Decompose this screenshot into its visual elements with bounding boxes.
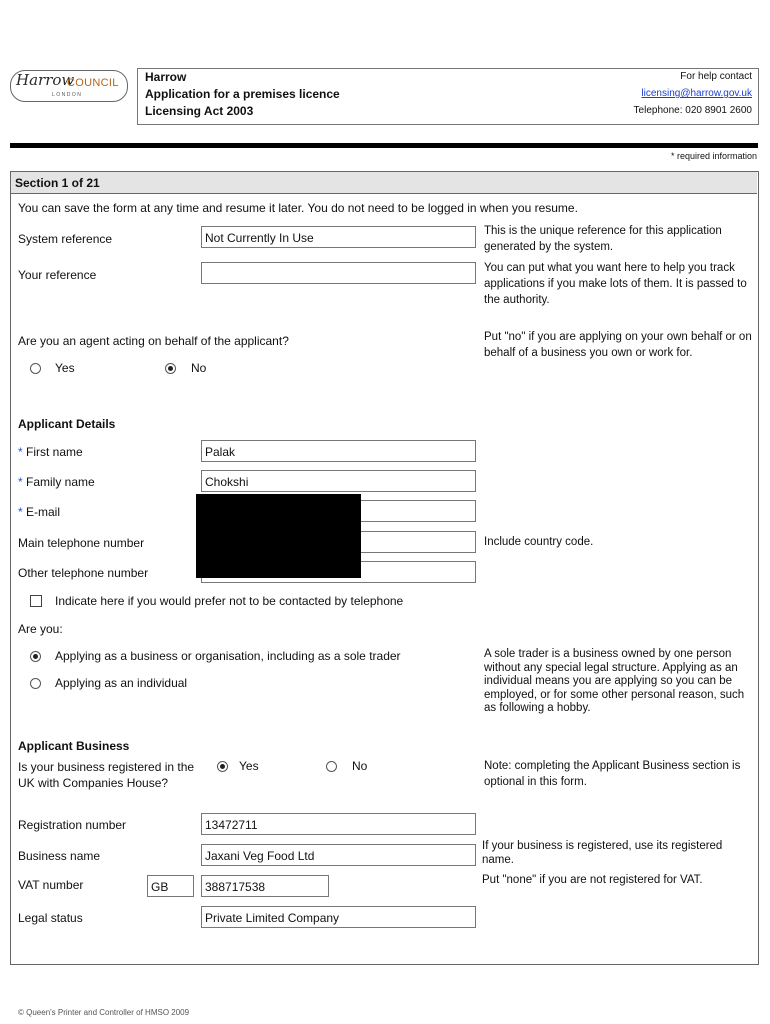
vat-number-label: VAT number bbox=[18, 878, 84, 892]
family-name-label: * Family name bbox=[18, 475, 95, 489]
first-name-field[interactable]: Palak bbox=[201, 440, 476, 462]
your-reference-field[interactable] bbox=[201, 262, 476, 284]
act-name: Licensing Act 2003 bbox=[145, 104, 254, 118]
vat-help: Put "none" if you are not registered for VAT. bbox=[482, 874, 703, 886]
agent-help: Put "no" if you are applying on your own behalf or on behalf of a business you own or work for. bbox=[484, 331, 752, 359]
companies-house-question: Is your business registered in the UK with Companies House? bbox=[18, 760, 195, 790]
individual-option-label: Applying as an individual bbox=[55, 676, 188, 690]
business-name-help: If your business is registered, use its registered name. bbox=[482, 840, 723, 866]
registered-no-label: No bbox=[352, 759, 368, 773]
required-asterisk: * bbox=[18, 505, 23, 519]
help-contact-label: For help contact bbox=[680, 71, 752, 82]
section-intro: You can save the form at any time and resume it later. You do not need to be logged in when you resume. bbox=[18, 201, 578, 215]
business-name-label: Business name bbox=[18, 849, 101, 863]
agent-question: Are you an agent acting on behalf of the applicant? bbox=[18, 334, 289, 348]
logo-script-text: Harrow bbox=[16, 71, 75, 89]
header-divider bbox=[10, 143, 758, 148]
required-asterisk: * bbox=[18, 475, 23, 489]
redaction-block bbox=[196, 494, 361, 578]
individual-option-radio[interactable] bbox=[30, 678, 41, 689]
no-phone-contact-checkbox[interactable] bbox=[30, 595, 42, 607]
your-reference-help: You can put what you want here to help you track applications if you make lots of them. It is passed to the authority. bbox=[484, 262, 747, 306]
registered-yes-radio[interactable] bbox=[217, 761, 228, 772]
are-you-help: A sole trader is a business owned by one person without any special legal structure. Applying as an individual means you are applying so you can be employed, or for some other personal reason, such as following a hobby. bbox=[484, 648, 745, 714]
vat-prefix-field[interactable]: GB bbox=[147, 875, 194, 897]
legal-status-label: Legal status bbox=[18, 911, 83, 925]
section-title: Section 1 of 21 bbox=[15, 176, 100, 190]
business-option-radio[interactable] bbox=[30, 651, 41, 662]
agent-no-radio[interactable] bbox=[165, 363, 176, 374]
business-name-field[interactable]: Jaxani Veg Food Ltd bbox=[201, 844, 476, 866]
family-name-field[interactable]: Chokshi bbox=[201, 470, 476, 492]
help-email-link[interactable]: licensing@harrow.gov.uk bbox=[641, 88, 752, 99]
required-note: * required information bbox=[670, 151, 757, 161]
applicant-details-heading: Applicant Details bbox=[18, 417, 116, 431]
system-reference-field[interactable]: Not Currently In Use bbox=[201, 226, 476, 248]
form-title: Application for a premises licence bbox=[145, 87, 340, 101]
applicant-business-note: Note: completing the Applicant Business section is optional in this form. bbox=[484, 760, 741, 788]
required-asterisk: * bbox=[18, 445, 23, 459]
applicant-business-heading: Applicant Business bbox=[18, 739, 130, 753]
logo-london-text: LONDON bbox=[52, 92, 83, 98]
email-label: * E-mail bbox=[18, 505, 61, 519]
legal-status-field[interactable]: Private Limited Company bbox=[201, 906, 476, 928]
agent-yes-radio[interactable] bbox=[30, 363, 41, 374]
agent-no-label: No bbox=[191, 361, 207, 375]
first-name-label: * First name bbox=[18, 445, 83, 459]
footer-copyright: © Queen's Printer and Controller of HMSO 2009 bbox=[18, 1008, 190, 1017]
no-phone-contact-label: Indicate here if you would prefer not to be contacted by telephone bbox=[55, 594, 404, 608]
registration-number-label: Registration number bbox=[18, 818, 127, 832]
org-name: Harrow bbox=[145, 70, 187, 84]
agent-yes-label: Yes bbox=[55, 361, 75, 375]
business-option-label: Applying as a business or organisation, including as a sole trader bbox=[55, 649, 401, 663]
are-you-label: Are you: bbox=[18, 622, 63, 636]
logo-council-text: COUNCIL bbox=[67, 77, 119, 89]
registered-yes-label: Yes bbox=[239, 759, 259, 773]
section-header-bar bbox=[11, 172, 757, 194]
your-reference-label: Your reference bbox=[18, 268, 97, 282]
registered-no-radio[interactable] bbox=[326, 761, 337, 772]
other-telephone-label: Other telephone number bbox=[18, 566, 149, 580]
vat-number-field[interactable]: 388717538 bbox=[201, 875, 329, 897]
main-telephone-label: Main telephone number bbox=[18, 536, 145, 550]
main-telephone-help: Include country code. bbox=[484, 536, 594, 548]
system-reference-label: System reference bbox=[18, 232, 113, 246]
registration-number-field[interactable]: 13472711 bbox=[201, 813, 476, 835]
help-telephone: Telephone: 020 8901 2600 bbox=[633, 105, 752, 116]
system-reference-help: This is the unique reference for this application generated by the system. bbox=[484, 225, 722, 253]
